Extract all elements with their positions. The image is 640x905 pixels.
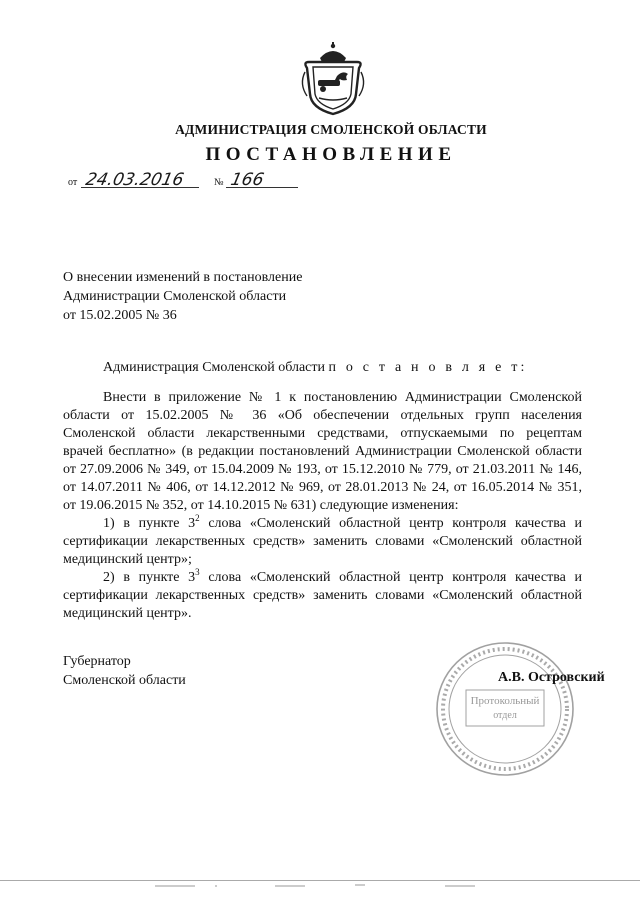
item-2-line: [63, 569, 582, 587]
subject-line: от 15.02.2005 № 36: [63, 308, 177, 323]
item-1-text: слова «Смоленский областной центр контроля качества и: [199, 516, 582, 531]
item-2-superscript: 3: [195, 567, 200, 577]
footer-scan-marks: [155, 882, 475, 890]
document-date-number: [68, 170, 308, 192]
date-prefix: от: [68, 177, 78, 188]
signer-position: [63, 652, 186, 690]
body-line: врачей бесплатно» (в редакции постановлений Администрации Смоленской области: [63, 444, 582, 459]
item-2-text: слова «Смоленский областной центр контроля качества и: [199, 570, 582, 585]
document-subject: [63, 268, 363, 325]
signer-position-line: Смоленской области: [63, 673, 186, 688]
preamble-verb: п о с т а н о в л я е т:: [328, 360, 528, 375]
official-seal-stamp: [432, 636, 578, 782]
body-line: от 14.07.2011 № 406, от 14.12.2012 № 969, от 28.01.2013 № 24, от 16.05.2014 № 351,: [63, 480, 582, 495]
handwritten-number: 166: [228, 170, 266, 190]
item-1-text: 1) в пункте 3: [103, 516, 196, 531]
organization-name: АДМИНИСТРАЦИЯ СМОЛЕНСКОЙ ОБЛАСТИ: [175, 122, 487, 137]
body-line: сертификации лекарственных средств» заменить словами «Смоленский областной: [63, 534, 582, 549]
subject-line: Администрации Смоленской области: [63, 289, 287, 304]
number-prefix: №: [214, 177, 224, 188]
preamble-authority: Администрация Смоленской области: [103, 360, 326, 375]
body-line: Внести в приложение № 1 к постановлению Администрации Смоленской: [103, 390, 582, 405]
signer-name: А.В. Островский: [498, 670, 605, 685]
subject-line: О внесении изменений в постановление: [63, 270, 303, 285]
item-1-superscript: 2: [195, 513, 200, 523]
item-2-text: 2) в пункте 3: [103, 570, 196, 585]
handwritten-date: 24.03.2016: [83, 170, 186, 190]
item-1-line: [63, 515, 582, 533]
coat-of-arms-emblem: [293, 40, 373, 120]
preamble: [103, 360, 528, 376]
body-line: области от 15.02.2005 № 36 «Об обеспечении отдельных групп населения: [63, 408, 582, 423]
stamp-text-line: отдел: [493, 710, 517, 721]
footer-rule: [0, 880, 640, 881]
body-line: от 19.06.2015 № 352, от 14.10.2015 № 631) следующие изменения:: [63, 498, 459, 513]
signer-position-line: Губернатор: [63, 654, 131, 669]
body-line: сертификации лекарственных средств» заменить словами «Смоленский областной: [63, 588, 582, 603]
document-type-title: ПОСТАНОВЛЕНИЕ: [205, 144, 457, 165]
stamp-text-line: Протокольный: [470, 695, 540, 707]
body-line: медицинский центр»;: [63, 552, 192, 567]
body-line: медицинский центр».: [63, 606, 192, 621]
document-body: [63, 389, 582, 623]
body-line: Смоленской области лекарственными средствами, отпускаемыми по рецептам: [63, 426, 582, 441]
body-line: от 27.09.2006 № 349, от 15.04.2009 № 193, от 15.12.2010 № 779, от 21.03.2011 № 146,: [63, 462, 582, 477]
